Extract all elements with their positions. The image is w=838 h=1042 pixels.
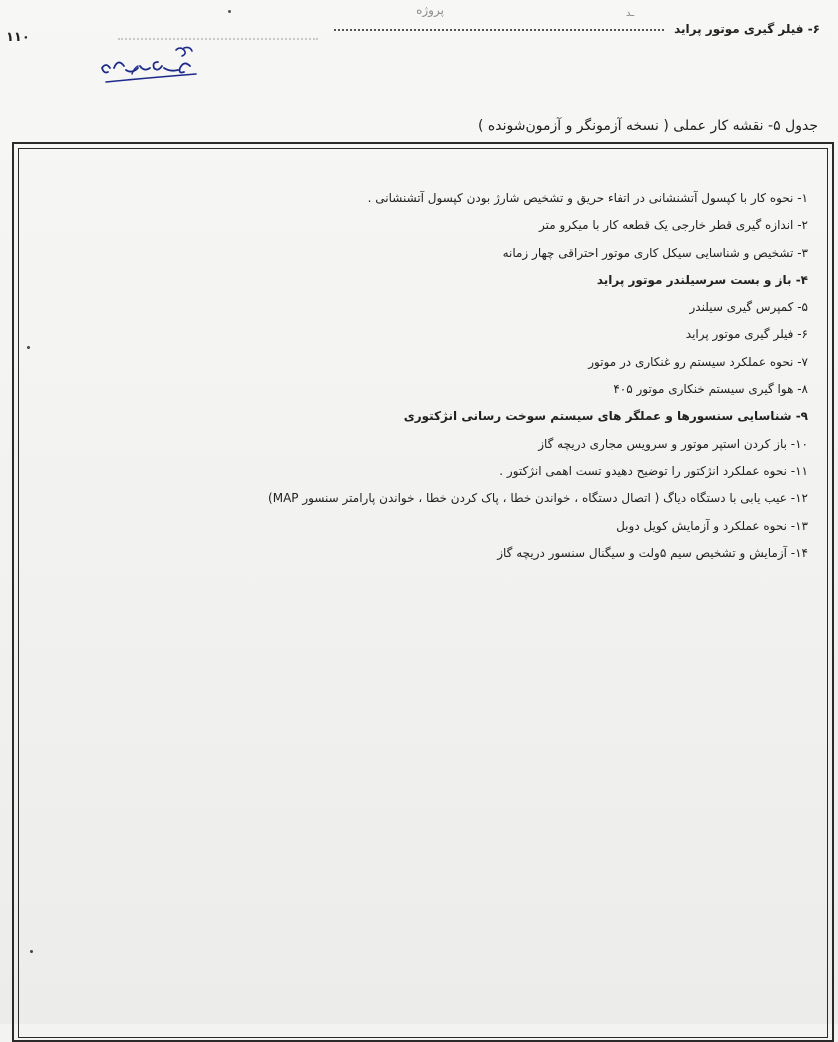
handwritten-note (92, 44, 232, 94)
margin-dot (27, 346, 30, 349)
list-item: ۴- باز و بست سرسیلندر موتور پراید (596, 272, 808, 287)
list-item: ۱۴- آزمایش و تشخیص سیم ۵ولت و سیگنال سنسور دریچه گاز (497, 545, 808, 560)
practical-tasks-list (168, 188, 808, 570)
list-item: ۷- نحوه عملکرد سیستم رو غنکاری در موتور (588, 354, 808, 369)
header-dot (228, 10, 231, 13)
faint-dotted-leader (118, 38, 318, 40)
list-item: ۱۰- باز کردن استپر موتور و سرویس مجاری دریچه گاز (538, 436, 808, 451)
list-item: ۵- کمپرس گیری سیلندر (689, 300, 808, 315)
list-item: ۶- فیلر گیری موتور پراید (685, 327, 808, 342)
previous-item-text: ۶- فیلر گیری موتور پراید (674, 22, 820, 36)
cut-header-mark: ـد (626, 8, 635, 19)
list-item: ۳- تشخیص و شناسایی سیکل کاری موتور احتراقی چهار زمانه (502, 245, 808, 260)
list-item: ۱۳- نحوه عملکرد و آزمایش کویل دوبل (616, 518, 808, 533)
list-item: ۹- شناسایی سنسورها و عملگر های سیستم سوخت رسانی انژکتوری (403, 409, 808, 424)
previous-item-line (300, 22, 820, 36)
table-title: جدول ۵- نقشه کار عملی ( نسخه آزمونگر و آزمون‌شونده ) (478, 118, 818, 134)
page-number: ۱۱۰ (6, 30, 30, 45)
dotted-leader (334, 29, 664, 31)
cut-header-text: پروژه (416, 3, 444, 17)
list-item: ۱- نحوه کار با کپسول آتشنشانی در اتفاء حریق و تشخیص شارژ بودن کپسول آتشنشانی . (367, 191, 808, 205)
list-item: ۲- اندازه گیری قطر خارجی یک قطعه کار با میکرو متر (539, 218, 808, 233)
list-item: ۱۲- عیب یابی با دستگاه دیاگ ( اتصال دستگاه ، خواندن خطا ، پاک کردن خطا ، خواندن پارامتر سنسور MAP) (268, 491, 808, 506)
list-item: ۸- هوا گیری سیستم خنکاری موتور ۴۰۵ (613, 382, 808, 397)
margin-dot (30, 950, 33, 953)
list-item: ۱۱- نحوه عملکرد انژکتور را توضیح دهیدو تست اهمی انژکتور . (499, 463, 808, 478)
